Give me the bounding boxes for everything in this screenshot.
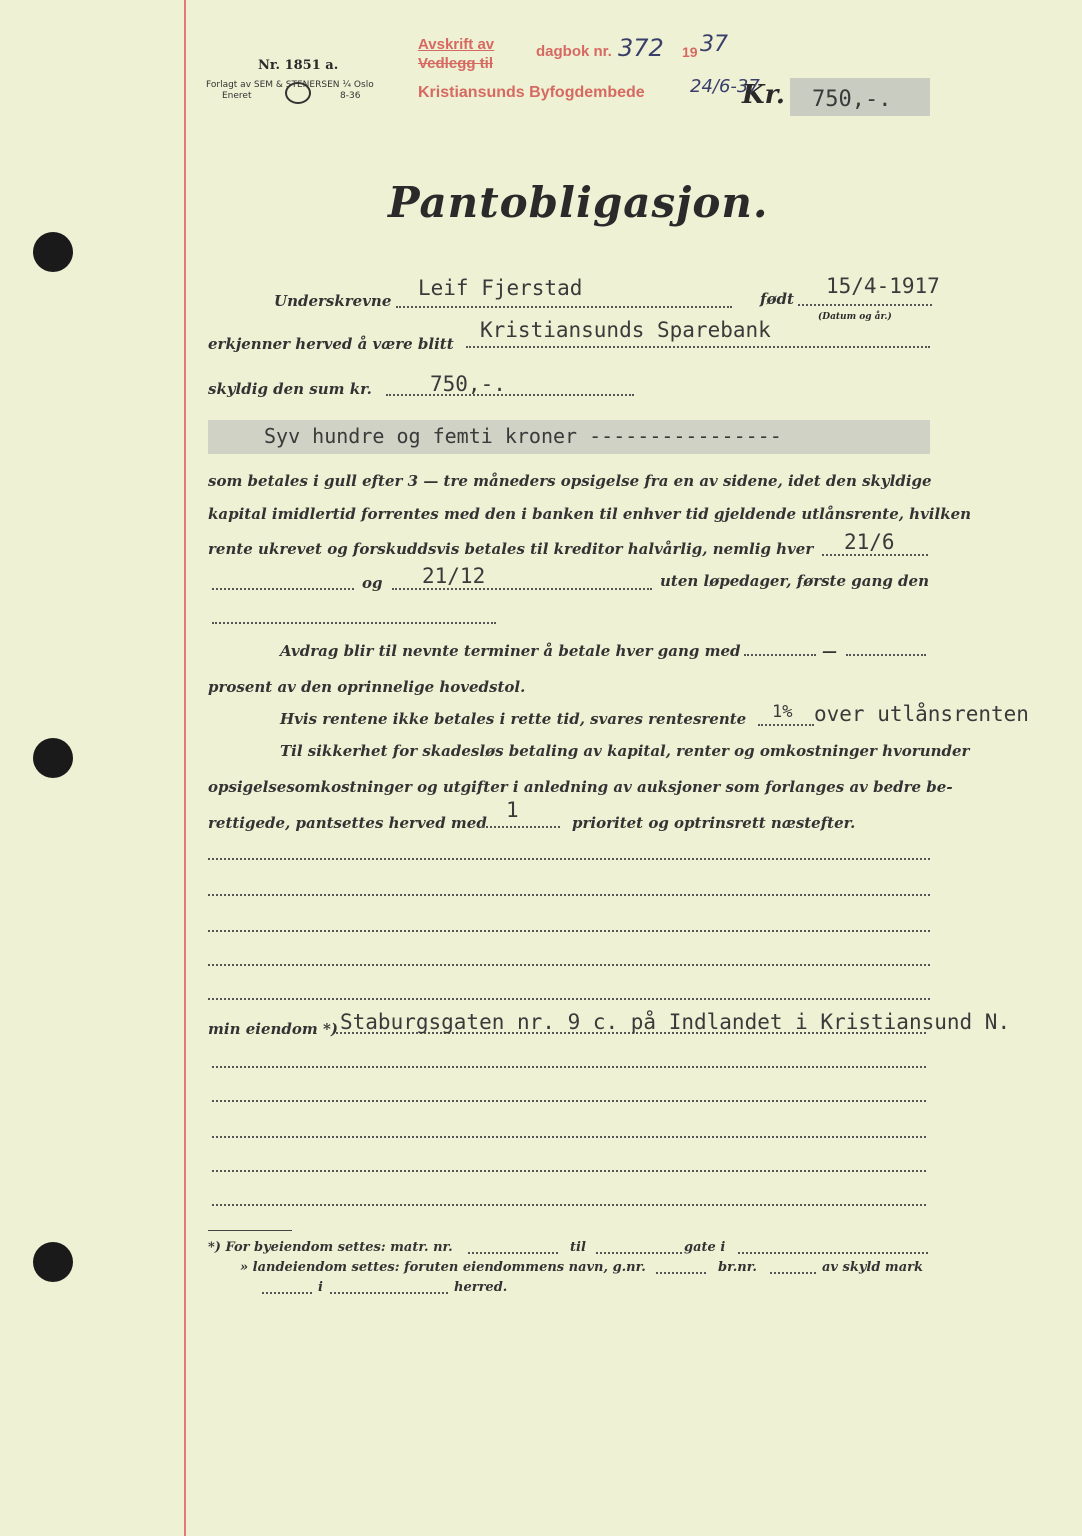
property-value: Staburgsgaten nr. 9 c. på Indlandet i Kristiansund N. <box>340 1010 1011 1034</box>
blank-line-4 <box>208 964 930 966</box>
publisher-logo-icon <box>285 82 311 104</box>
undersigned-dotline <box>396 306 732 308</box>
percent-line: prosent av den oprinnelige hovedstol. <box>208 678 526 696</box>
security-line2: opsigelsesomkostninger og utgifter i anledning av auksjoner som forlanges av bedre be- <box>208 778 953 796</box>
footnote-rule <box>208 1230 292 1231</box>
undersigned-value: Leif Fjerstad <box>418 276 583 300</box>
owes-label: erkjenner herved å være blitt <box>208 335 454 353</box>
punch-hole-top <box>33 232 73 272</box>
property-line-6 <box>212 1204 926 1206</box>
term2-value: 21/12 <box>422 564 486 588</box>
blank-line-2 <box>208 894 930 896</box>
property-line-5 <box>212 1170 926 1172</box>
interest-typed: over utlånsrenten <box>814 702 1029 726</box>
page-title: Pantobligasjon. <box>388 178 769 227</box>
amount-words: Syv hundre og femti kroner ---------------- <box>264 424 782 448</box>
installment-dash: — <box>822 642 837 660</box>
installment-line: Avdrag blir til nevnte terminer å betale hver gang med <box>280 642 741 660</box>
body-line4-end: uten løpedager, første gang den <box>660 572 929 590</box>
footnote-dotline-3b <box>330 1292 448 1294</box>
body-line1: som betales i gull efter 3 — tre måneders opsigelse fra en av sidene, idet den skyldige <box>208 472 932 490</box>
security-line3-a: rettigede, pantsettes herved med <box>208 814 487 832</box>
property-line-2 <box>212 1066 926 1068</box>
dagbok-number: 372 <box>618 34 664 62</box>
term1-value: 21/6 <box>844 530 895 554</box>
footnote-line2-c: av skyld mark <box>822 1260 923 1275</box>
kr-amount: 750,-. <box>812 87 892 112</box>
born-value: 15/4-1917 <box>826 274 940 298</box>
installment-dotline-b <box>846 654 926 656</box>
stamp-dagbok-label: dagbok nr. <box>536 43 612 60</box>
punch-hole-bottom <box>33 1242 73 1282</box>
footnote-line3-b: herred. <box>454 1280 508 1295</box>
body-line3: rente ukrevet og forskuddsvis betales til kreditor halvårlig, nemlig hver <box>208 540 814 558</box>
footnote-dotline-2a <box>656 1272 706 1274</box>
footnote-dotline-2b <box>770 1272 816 1274</box>
undersigned-label: Underskrevne <box>274 292 392 310</box>
property-label: min eiendom *) <box>208 1020 338 1038</box>
priority-value: 1 <box>506 798 519 822</box>
blank-line-5 <box>208 998 930 1000</box>
stamp-attachment-to: Vedlegg til <box>418 55 494 72</box>
sum-label: skyldig den sum kr. <box>208 380 372 398</box>
creditor-dotline <box>466 346 930 348</box>
form-number: Nr. 1851 a. <box>258 58 339 73</box>
property-line-3 <box>212 1100 926 1102</box>
kr-label: Kr. <box>742 80 785 110</box>
born-dotline <box>798 304 932 306</box>
og-label: og <box>362 574 383 592</box>
stamp-date: 24/6-37 <box>690 76 760 97</box>
footnote-line2-a: » landeiendom settes: foruten eiendommens navn, g.nr. <box>240 1260 646 1275</box>
publisher-line1: Forlagt av SEM & STENERSEN ¼ Oslo <box>206 80 374 90</box>
stamp-year-suffix: 37 <box>700 32 728 57</box>
interest-dotline <box>758 724 814 726</box>
footnote-dotline-3a <box>262 1292 312 1294</box>
margin-line <box>184 0 186 1536</box>
creditor-value: Kristiansunds Sparebank <box>480 318 771 342</box>
term-pre-dotline <box>212 588 354 590</box>
footnote-dotline-1b <box>596 1252 682 1254</box>
court-name: Kristiansunds Byfogdembede <box>418 84 645 101</box>
date-hint: (Datum og år.) <box>818 312 892 322</box>
term1-dotline <box>822 554 928 556</box>
sum-value: 750,-. <box>430 372 506 396</box>
first-time-dotline <box>212 622 496 624</box>
property-line-4 <box>212 1136 926 1138</box>
blank-line-3 <box>208 930 930 932</box>
footnote-line1-b: til <box>570 1240 586 1255</box>
stamp-copy-of: Avskrift av <box>418 36 495 53</box>
footnote-line2-b: br.nr. <box>718 1260 757 1275</box>
interest-value: 1% <box>772 702 793 722</box>
sum-dotline <box>386 394 634 396</box>
punch-hole-middle <box>33 738 73 778</box>
installment-dotline-a <box>744 654 816 656</box>
security-line3-b: prioritet og optrinsrett næstefter. <box>572 814 856 832</box>
security-line1: Til sikkerhet for skadesløs betaling av kapital, renter og omkostninger hvorunder <box>280 742 970 760</box>
stamp-year-prefix: 19 <box>682 44 698 60</box>
interest-line: Hvis rentene ikke betales i rette tid, svares rentesrente <box>280 710 747 728</box>
body-line2: kapital imidlertid forrentes med den i banken til enhver tid gjeldende utlånsrente, hvilken <box>208 505 972 523</box>
footnote-line1-c: gate i <box>684 1240 726 1255</box>
publisher-date: 8-36 <box>340 91 361 101</box>
blank-line-1 <box>208 858 930 860</box>
term2-dotline <box>392 588 652 590</box>
footnote-dotline-1c <box>738 1252 928 1254</box>
footnote-line3-a: i <box>318 1280 323 1295</box>
footnote-dotline-1a <box>468 1252 558 1254</box>
born-label: født <box>760 290 794 308</box>
footnote-line1-a: *) For byeiendom settes: matr. nr. <box>208 1240 453 1255</box>
priority-dotline <box>482 826 560 828</box>
publisher-line2: Eneret <box>222 91 252 101</box>
